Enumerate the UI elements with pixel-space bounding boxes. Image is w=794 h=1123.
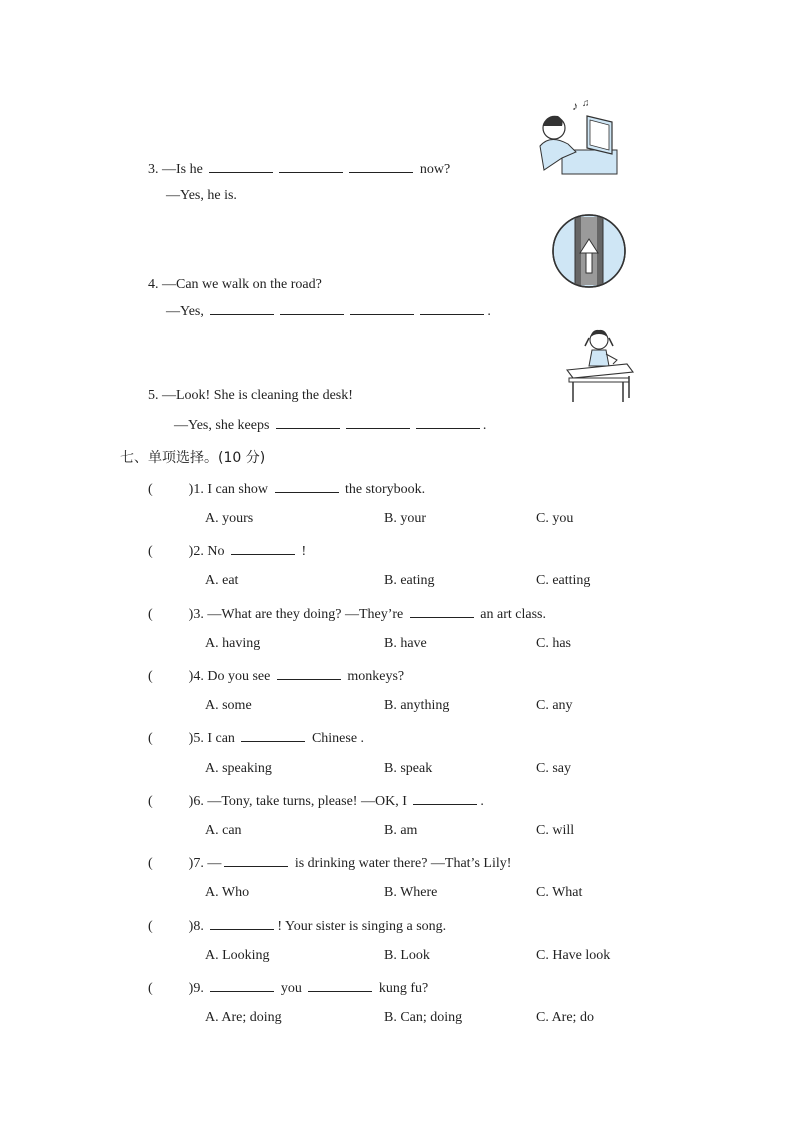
answer-blank[interactable] — [210, 917, 274, 930]
answer-paren-close: ) — [188, 856, 194, 871]
answer-blank[interactable] — [308, 979, 372, 992]
option-a[interactable]: A. some — [205, 698, 252, 713]
question-stem: Chinese . — [311, 731, 365, 746]
option-c[interactable]: C. has — [536, 636, 571, 651]
question-stem: ! — [301, 544, 307, 559]
question-5 — [148, 729, 364, 747]
answer-paren-close: ) — [188, 794, 194, 809]
answer-blank[interactable] — [420, 302, 484, 315]
question-stem: . — [480, 794, 484, 809]
answer-blank[interactable] — [209, 160, 273, 173]
q5-text-a: —Yes, she keeps — [174, 418, 270, 433]
answer-blank[interactable] — [410, 605, 474, 618]
option-a[interactable]: A. having — [205, 636, 261, 651]
q5-text-b: . — [482, 418, 487, 433]
q3-line1 — [148, 160, 450, 178]
q3-text-b: now? — [419, 162, 451, 177]
answer-paren-open: ( — [148, 794, 153, 809]
q5-line1: 5. —Look! She is cleaning the desk! — [148, 388, 353, 403]
question-stem: 1. I can show — [193, 482, 268, 497]
option-a[interactable]: A. eat — [205, 573, 239, 588]
answer-paren-open: ( — [148, 919, 153, 934]
option-c[interactable]: C. Are; do — [536, 1010, 594, 1025]
answer-blank[interactable] — [275, 480, 339, 493]
question-stem: 8. — [193, 919, 204, 934]
question-stem: 3. —What are they doing? —They’re — [193, 607, 404, 622]
girl-cleaning-desk-illustration — [565, 326, 635, 404]
option-c[interactable]: C. What — [536, 885, 583, 900]
q4-line1: 4. —Can we walk on the road? — [148, 277, 322, 292]
option-c[interactable]: C. eatting — [536, 573, 591, 588]
answer-blank[interactable] — [346, 416, 410, 429]
answer-blank[interactable] — [277, 667, 341, 680]
option-a[interactable]: A. speaking — [205, 761, 272, 776]
question-9 — [148, 979, 428, 997]
answer-paren-open: ( — [148, 981, 153, 996]
question-stem: is drinking water there? —That’s Lily! — [294, 856, 512, 871]
question-stem: you — [280, 981, 302, 996]
answer-blank[interactable] — [231, 542, 295, 555]
question-4 — [148, 667, 404, 685]
option-a[interactable]: A. yours — [205, 511, 254, 526]
section-title: 七、单项选择。(10 分) — [120, 450, 266, 466]
boy-computer-illustration — [532, 98, 622, 178]
option-a[interactable]: A. Are; doing — [205, 1010, 282, 1025]
option-c[interactable]: C. Have look — [536, 948, 611, 963]
answer-paren-close: ) — [188, 731, 194, 746]
answer-blank[interactable] — [224, 854, 288, 867]
option-b[interactable]: B. eating — [384, 573, 435, 588]
answer-blank[interactable] — [210, 302, 274, 315]
answer-blank[interactable] — [210, 979, 274, 992]
answer-blank[interactable] — [280, 302, 344, 315]
question-1 — [148, 480, 425, 498]
answer-paren-close: ) — [188, 607, 194, 622]
answer-paren-open: ( — [148, 544, 153, 559]
option-a[interactable]: A. can — [205, 823, 242, 838]
svg-text:♫: ♫ — [582, 98, 590, 109]
question-stem: 5. I can — [193, 731, 235, 746]
q4-text-a: —Yes, — [166, 304, 204, 319]
svg-text:♪: ♪ — [572, 99, 578, 113]
answer-paren-close: ) — [188, 669, 194, 684]
answer-blank[interactable] — [279, 160, 343, 173]
answer-blank[interactable] — [413, 792, 477, 805]
q4-line2 — [166, 302, 491, 320]
option-c[interactable]: C. will — [536, 823, 575, 838]
option-a[interactable]: A. Looking — [205, 948, 270, 963]
answer-paren-close: ) — [188, 544, 194, 559]
question-3 — [148, 605, 546, 623]
option-c[interactable]: C. any — [536, 698, 573, 713]
q4-text-b: . — [487, 304, 491, 319]
question-stem: 9. — [193, 981, 204, 996]
answer-paren-close: ) — [188, 919, 194, 934]
answer-paren-open: ( — [148, 856, 153, 871]
option-b[interactable]: B. am — [384, 823, 418, 838]
question-8 — [148, 917, 446, 935]
answer-blank[interactable] — [241, 729, 305, 742]
option-a[interactable]: A. Who — [205, 885, 250, 900]
question-stem: 6. —Tony, take turns, please! —OK, I — [193, 794, 407, 809]
answer-blank[interactable] — [349, 160, 413, 173]
answer-blank[interactable] — [276, 416, 340, 429]
question-stem: 7. — — [193, 856, 222, 871]
q5-line2 — [174, 416, 486, 434]
question-stem: the storybook. — [345, 482, 426, 497]
option-b[interactable]: B. speak — [384, 761, 433, 776]
answer-paren-open: ( — [148, 482, 153, 497]
answer-blank[interactable] — [416, 416, 480, 429]
answer-paren-open: ( — [148, 607, 153, 622]
question-6 — [148, 792, 484, 810]
question-stem: 4. Do you see — [193, 669, 271, 684]
option-c[interactable]: C. say — [536, 761, 571, 776]
answer-paren-close: ) — [188, 482, 194, 497]
option-b[interactable]: B. your — [384, 511, 426, 526]
q3-text-a: 3. —Is he — [148, 162, 203, 177]
option-b[interactable]: B. Can; doing — [384, 1010, 463, 1025]
option-b[interactable]: B. Look — [384, 948, 430, 963]
option-b[interactable]: B. Where — [384, 885, 438, 900]
question-stem: kung fu? — [378, 981, 429, 996]
option-b[interactable]: B. have — [384, 636, 427, 651]
answer-paren-open: ( — [148, 731, 153, 746]
question-7 — [148, 854, 511, 872]
option-c[interactable]: C. you — [536, 511, 574, 526]
question-stem: ! Your sister is singing a song. — [277, 919, 447, 934]
answer-paren-close: ) — [188, 981, 194, 996]
question-stem: 2. No — [193, 544, 225, 559]
question-stem: monkeys? — [347, 669, 405, 684]
answer-paren-open: ( — [148, 669, 153, 684]
option-b[interactable]: B. anything — [384, 698, 450, 713]
question-2 — [148, 542, 306, 560]
answer-blank[interactable] — [350, 302, 414, 315]
road-sign-illustration — [551, 213, 627, 289]
question-stem: an art class. — [480, 607, 546, 622]
q3-line2: —Yes, he is. — [166, 188, 237, 203]
